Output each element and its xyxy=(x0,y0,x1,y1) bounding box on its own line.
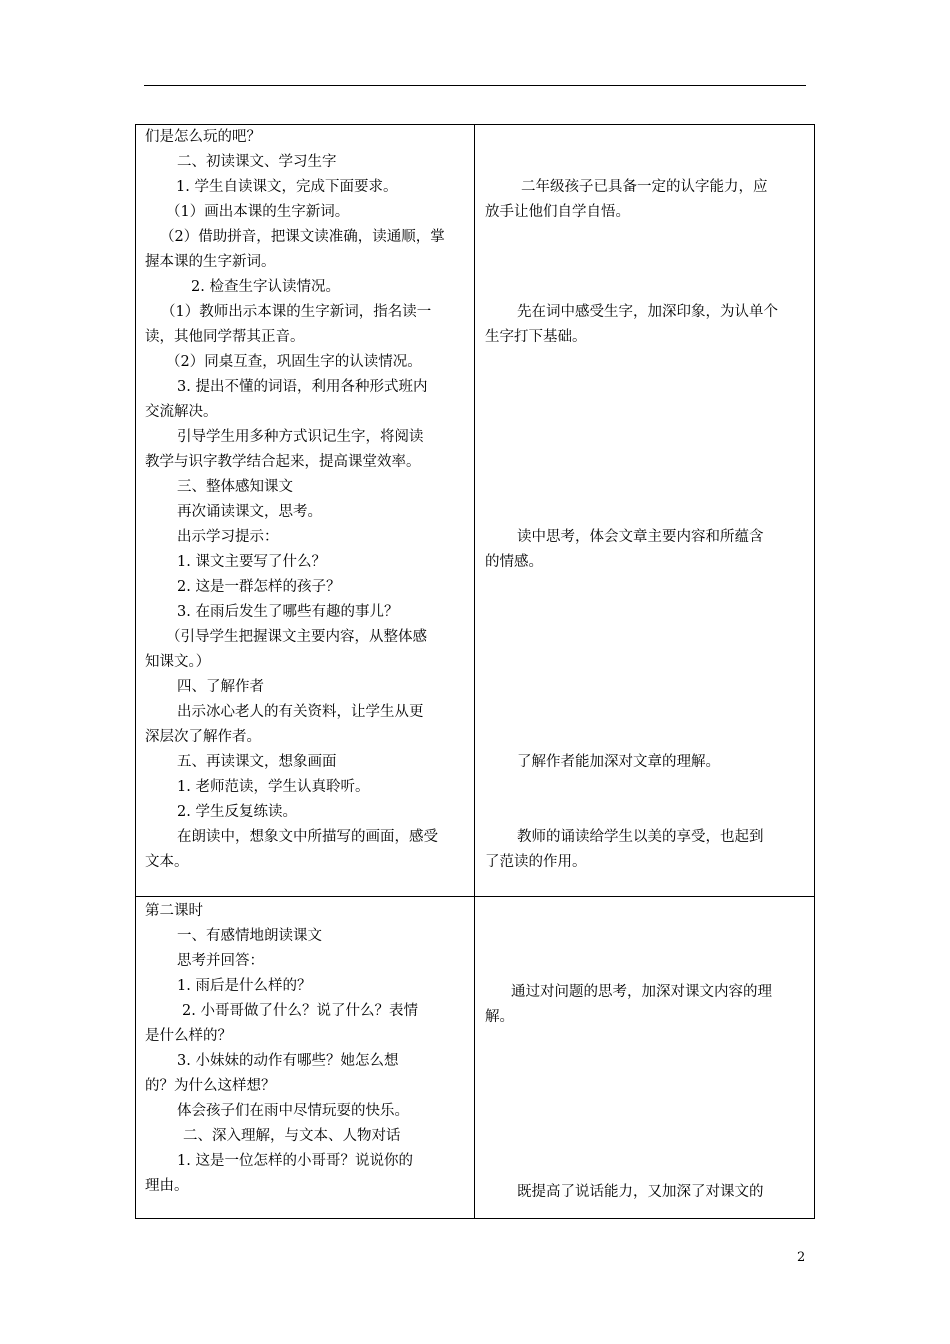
s1-left-line: 们是怎么玩的吧？ xyxy=(145,129,261,145)
s2-left-line: 的？为什么这样想？ xyxy=(145,1078,276,1094)
s2-left-line: 是什么样的？ xyxy=(145,1028,232,1044)
s1-left-line: 读，其他同学帮其正音。 xyxy=(145,329,305,345)
s1-left-line: （1）画出本课的生字新词。 xyxy=(166,204,350,220)
s2-left-line: 思考并回答： xyxy=(177,953,264,969)
s1-left-line: 引导学生用多种方式识记生字，将阅读 xyxy=(177,429,424,445)
s1-left-line: （引导学生把握课文主要内容，从整体感 xyxy=(166,629,427,645)
s1-left-line: 3. 提出不懂的词语，利用各种形式班内 xyxy=(177,379,428,395)
s1-right-line: 二年级孩子已具备一定的认字能力，应 xyxy=(521,179,768,195)
s1-left-line: 三、整体感知课文 xyxy=(177,479,293,495)
s2-left-line: 3. 小妹妹的动作有哪些？她怎么想 xyxy=(177,1053,399,1069)
s1-left-line: 1. 课文主要写了什么？ xyxy=(177,554,326,570)
s2-right-line: 通过对问题的思考，加深对课文内容的理 xyxy=(511,984,772,1000)
s2-left-line: 第二课时 xyxy=(145,903,203,919)
s1-right-line: 了范读的作用。 xyxy=(485,854,587,870)
s2-right-line: 既提高了说话能力，又加深了对课文的 xyxy=(517,1184,764,1200)
s1-left-line: 2. 这是一群怎样的孩子？ xyxy=(177,579,341,595)
s1-left-line: 2. 检查生字认读情况。 xyxy=(191,279,340,295)
s2-left-line: 2. 小哥哥做了什么？说了什么？表情 xyxy=(182,1003,418,1019)
s1-left-line: 四、了解作者 xyxy=(177,679,264,695)
s1-right-line: 的情感。 xyxy=(485,554,543,570)
s1-right-line: 了解作者能加深对文章的理解。 xyxy=(517,754,720,770)
s1-left-line: 3. 在雨后发生了哪些有趣的事儿？ xyxy=(177,604,399,620)
table-border-left xyxy=(135,124,136,1219)
s1-left-line: （1）教师出示本课的生字新词，指名读一 xyxy=(161,304,432,320)
table-border-top xyxy=(135,124,815,125)
table-border-right xyxy=(814,124,815,1219)
s1-right-line: 读中思考，体会文章主要内容和所蕴含 xyxy=(517,529,764,545)
s1-left-line: 出示冰心老人的有关资料，让学生从更 xyxy=(177,704,424,720)
s1-left-line: 出示学习提示： xyxy=(177,529,279,545)
s2-left-line: 二、深入理解，与文本、人物对话 xyxy=(183,1128,401,1144)
s1-left-line: 五、再读课文，想象画面 xyxy=(177,754,337,770)
s1-left-line: 交流解决。 xyxy=(145,404,218,420)
s1-left-line: 1. 老师范读，学生认真聆听。 xyxy=(177,779,370,795)
s1-left-line: 知课文。） xyxy=(145,654,211,670)
s1-left-line: 二、初读课文、学习生字 xyxy=(177,154,337,170)
s1-left-line: 握本课的生字新词。 xyxy=(145,254,276,270)
s2-right-line: 解。 xyxy=(485,1009,514,1025)
s1-left-line: 在朗读中，想象文中所描写的画面，感受 xyxy=(177,829,438,845)
s2-left-line: 理由。 xyxy=(145,1178,189,1194)
header-rule xyxy=(144,85,806,86)
s1-left-line: （2）同桌互查，巩固生字的认读情况。 xyxy=(166,354,422,370)
s1-right-line: 生字打下基础。 xyxy=(485,329,587,345)
s1-left-line: 再次诵读课文，思考。 xyxy=(177,504,322,520)
s1-right-line: 教师的诵读给学生以美的享受，也起到 xyxy=(517,829,764,845)
table-column-divider xyxy=(474,124,475,1219)
s1-left-line: 2. 学生反复练读。 xyxy=(177,804,297,820)
table-border-bottom xyxy=(135,1218,815,1219)
table-row-divider xyxy=(135,896,815,897)
s1-left-line: （2）借助拼音，把课文读准确，读通顺，掌 xyxy=(160,229,445,245)
s2-left-line: 1. 这是一位怎样的小哥哥？说说你的 xyxy=(177,1153,413,1169)
s2-left-line: 一、有感情地朗读课文 xyxy=(177,928,322,944)
s1-right-line: 先在词中感受生字，加深印象，为认单个 xyxy=(517,304,778,320)
s2-left-line: 体会孩子们在雨中尽情玩耍的快乐。 xyxy=(177,1103,409,1119)
page-number: 2 xyxy=(797,1250,806,1265)
s1-left-line: 1. 学生自读课文，完成下面要求。 xyxy=(176,179,398,195)
s1-left-line: 深层次了解作者。 xyxy=(145,729,261,745)
s1-left-line: 教学与识字教学结合起来，提高课堂效率。 xyxy=(145,454,421,470)
s1-right-line: 放手让他们自学自悟。 xyxy=(485,204,630,220)
s1-left-line: 文本。 xyxy=(145,854,189,870)
s2-left-line: 1. 雨后是什么样的？ xyxy=(177,978,312,994)
